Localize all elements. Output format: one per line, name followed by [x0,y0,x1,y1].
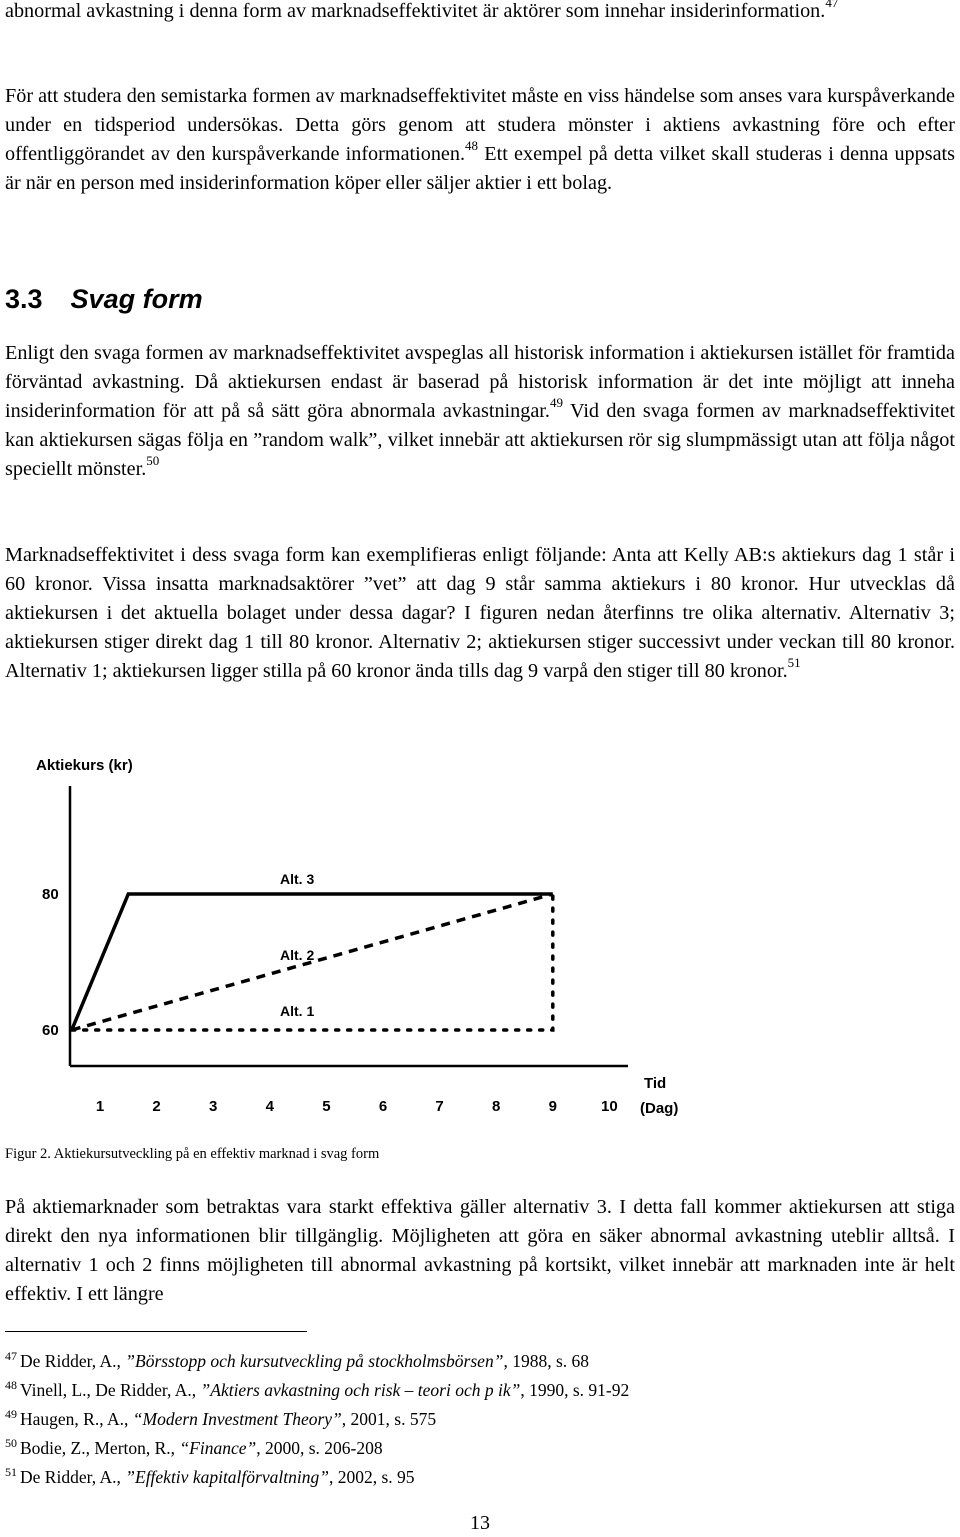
x-tick-label: 6 [378,1098,388,1115]
x-tick-label: 7 [435,1098,444,1115]
footnote-text: , 2002, s. 95 [328,1466,415,1487]
footnote-text: Vinell, L., De Ridder, A., [20,1379,201,1400]
footnote-title: “Modern Investment Theory” [132,1408,342,1429]
footnote-text: De Ridder, A., [20,1466,126,1487]
x-tick-label: 4 [265,1098,274,1115]
footnote-item [5,1460,629,1489]
footnote-item [5,1373,629,1402]
footnote-ref[interactable]: 48 [465,138,479,154]
footnote-number: 47 [5,1349,17,1363]
x-axis-title: Tid [644,1075,667,1092]
footnote-text: , 1988, s. 68 [503,1350,589,1371]
footnote-ref[interactable]: 50 [146,453,160,469]
footnotes [5,1344,629,1489]
footnote-title: “Finance” [179,1437,257,1458]
footnote-text: , 2000, s. 206-208 [256,1437,383,1458]
y-axis-title: Aktiekurs (kr) [36,757,133,774]
footnote-ref[interactable]: 47 [825,0,839,11]
footnote-text: , 1990, s. 91-92 [520,1379,630,1400]
x-tick-label: 3 [209,1098,218,1115]
footnote-text: Bodie, Z., Merton, R., [20,1437,180,1458]
paragraph-text: Marknadseffektivitet i dess svaga form kan exemplifieras enligt följande: Anta att Kelly AB:s aktiekurs dag 1 står i 60 kronor. Vissa insatta marknadsaktörer ”vet” att dag 9 står samma aktiekurs i 80 kronor. Hur utvecklas då aktiekursen i det aktuella bolaget under dessa dagar? I figuren nedan återfinns tre olika alternativ. Alternativ 3; aktiekursen stiger direkt dag 1 till 80 kronor. Alternativ 2; aktiekursen stiger successivt under veckan till 80 kronor. Alternativ 1; aktiekursen ligger stilla på 60 kronor ända tills dag 9 varpå den stiger till 80 kronor. [5,544,955,682]
footnote-text: Haugen, R., A., [20,1408,133,1429]
y-tick-label: 80 [42,886,59,903]
stock-price-chart [28,748,708,1128]
series-label: Alt. 1 [280,1003,315,1019]
footnote-number: 48 [5,1378,17,1393]
paragraph-text: För att studera den semistarka formen av marknadseffektivitet måste en viss händelse som anses vara kurspåverkande under en tidsperiod undersökas. Detta görs genom att studera mönster i aktiens avkastning före och efter offentliggörandet av den kurspåverkande informationen. [5,85,955,165]
footnote-item [5,1402,629,1431]
footnote-text: De Ridder, A., [20,1350,126,1371]
series-label: Alt. 2 [280,947,315,963]
footnote-item [5,1431,629,1460]
chart-labels [36,757,678,1117]
footnote-number: 50 [5,1436,17,1451]
section-number: 3.3 [5,284,43,314]
y-tick-label: 60 [42,1022,59,1039]
x-tick-label: 5 [322,1098,331,1115]
figure-caption: Figur 2. Aktiekursutveckling på en effektiv marknad i svag form [5,1146,380,1162]
footnote-item [5,1344,629,1373]
footnote-ref[interactable]: 51 [787,655,801,671]
body-paragraph-intro [5,0,955,26]
body-paragraph-example [5,541,955,686]
paragraph-text: På aktiemarknader som betraktas vara starkt effektiva gäller alternativ 3. I detta fall kommer aktiekursen att stiga direkt den nya informationen blir tillgänglig. Möjligheten att göra en säker abnormal avkastning uteblir alltså. I alternativ 1 och 2 finns möjligheten till abnormal avkastning på kortsikt, vilket innebär att marknaden inte är helt effektiv. I ett längre [5,1196,955,1305]
section-heading [5,283,203,315]
body-paragraph-conclusion [5,1193,955,1309]
chart-axes [70,786,628,1066]
footnote-title: ”Effektiv kapitalförvaltning” [125,1466,329,1487]
footnote-ref[interactable]: 49 [549,395,563,411]
body-paragraph-weak-form [5,339,955,484]
footnote-title: ”Börsstopp och kursutveckling på stockholmsbörsen” [125,1350,504,1371]
body-paragraph-semistrong [5,82,955,198]
page-number: 13 [470,1512,490,1534]
x-tick-label: 9 [548,1098,557,1115]
footnote-separator [5,1331,307,1332]
x-tick-label: 10 [601,1098,618,1115]
x-tick-label: 8 [492,1098,501,1115]
footnote-title: ”Aktiers avkastning och risk – teori och p ik” [200,1379,521,1400]
footnote-text: , 2001, s. 575 [341,1408,437,1429]
x-axis-unit: (Dag) [640,1100,679,1117]
series-label: Alt. 3 [280,871,315,887]
paragraph-text: abnormal avkastning i denna form av marknadseffektivitet är aktörer som innehar insiderinformation. [5,0,826,22]
paragraph-text: Ett exempel på detta vilket skall studeras i denna uppsats är när en person med insiderinformation köper eller säljer aktier i ett bolag. [5,143,956,194]
paragraph-text: Vid den svaga formen av marknadseffektivitet kan aktiekursen sägas följa en ”random walk”, vilket innebär att aktiekursen rör sig slumpmässigt utan att följa något speciellt mönster. [5,400,955,480]
x-tick-label: 2 [152,1098,161,1115]
x-tick-label: 1 [95,1098,105,1115]
section-title: Svag form [70,284,203,314]
paragraph-text: Enligt den svaga formen av marknadseffektivitet avspeglas all historisk information i aktiekursen istället för framtida förväntad avkastning. Då aktiekursen endast är baserad på historisk information är det inte möjligt att inneha insiderinformation för att på så sätt göra abnormala avkastningar. [5,342,955,422]
footnote-number: 51 [5,1465,17,1480]
footnote-number: 49 [5,1407,17,1422]
